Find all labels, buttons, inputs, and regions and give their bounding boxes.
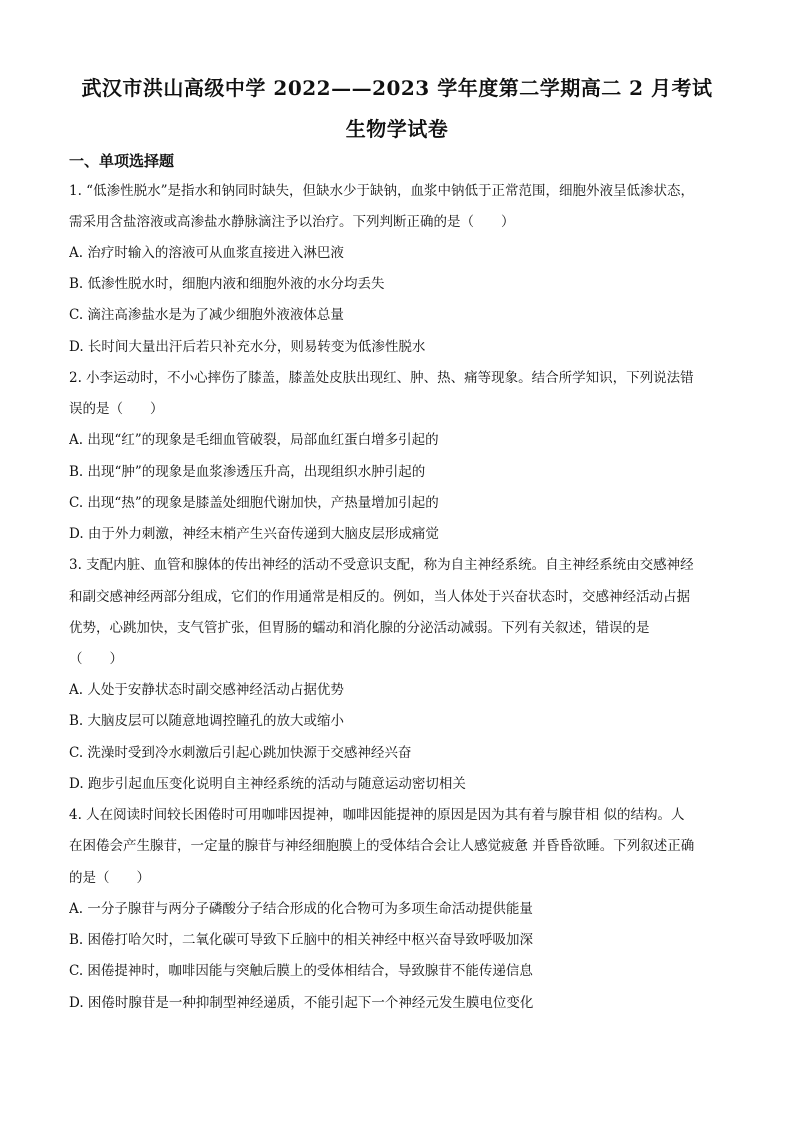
question-1-option-c: C. 滴注高渗盐水是为了减少细胞外液液体总量 xyxy=(69,307,344,323)
question-3-stem-line-1: 3. 支配内脏、血管和腺体的传出神经的活动不受意识支配，称为自主神经系统。自主神经系统由交感神经 xyxy=(69,557,694,573)
question-4-option-b: B. 困倦打哈欠时，二氧化碳可导致下丘脑中的相关神经中枢兴奋导致呼吸加深 xyxy=(69,932,534,948)
question-4-stem-line-1: 4. 人在阅读时间较长困倦时可用咖啡因提神，咖啡因能提神的原因是因为其有着与腺苷相 似的结构。人 xyxy=(69,807,685,823)
question-3-stem-line-4: （ ） xyxy=(69,651,123,667)
question-3-option-b: B. 大脑皮层可以随意地调控瞳孔的放大或缩小 xyxy=(69,713,345,729)
section-heading: 一、单项选择题 xyxy=(69,152,175,170)
question-1-option-a: A. 治疗时输入的溶液可从血浆直接进入淋巴液 xyxy=(69,245,344,261)
question-2-stem-line-2: 误的是（ ） xyxy=(69,401,164,417)
question-2-stem-line-1: 2. 小李运动时，不小心摔伤了膝盖，膝盖处皮肤出现红、肿、热、痛等现象。结合所学知识，下列说法错 xyxy=(69,370,694,386)
question-2-option-a: A. 出现“红”的现象是毛细血管破裂，局部血红蛋白增多引起的 xyxy=(69,432,439,448)
question-3-stem-line-2: 和副交感神经两部分组成，它们的作用通常是相反的。例如，当人体处于兴奋状态时，交感神经活动占据 xyxy=(69,589,690,605)
question-1-option-b: B. 低渗性脱水时，细胞内液和细胞外液的水分均丢失 xyxy=(69,276,385,292)
question-3-option-a: A. 人处于安静状态时副交感神经活动占据优势 xyxy=(69,682,344,698)
question-4-stem-line-2: 在困倦会产生腺苷，一定量的腺苷与神经细胞膜上的受体结合会让人感觉疲惫 并昏昏欲睡。下列叙述正确 xyxy=(69,838,695,854)
exam-title: 武汉市洪山高级中学 2022——2023 学年度第二学期高二 2 月考试 xyxy=(81,76,713,100)
question-2-option-b: B. 出现“肿”的现象是血浆渗透压升高，出现组织水肿引起的 xyxy=(69,464,426,480)
question-3-option-c: C. 洗澡时受到冷水刺激后引起心跳加快源于交感神经兴奋 xyxy=(69,745,412,761)
question-4-option-a: A. 一分子腺苷与两分子磷酸分子结合形成的化合物可为多项生命活动提供能量 xyxy=(69,901,533,917)
question-3-stem-line-3: 优势，心跳加快，支气管扩张，但胃肠的蠕动和消化腺的分泌活动减弱。下列有关叙述，错误的是 xyxy=(69,620,650,636)
question-1-option-d: D. 长时间大量出汗后若只补充水分，则易转变为低渗性脱水 xyxy=(69,339,426,355)
question-4-stem-line-3: 的是（ ） xyxy=(69,870,150,886)
question-2-option-c: C. 出现“热”的现象是膝盖处细胞代谢加快，产热量增加引起的 xyxy=(69,495,439,511)
question-2-option-d: D. 由于外力刺激，神经末梢产生兴奋传递到大脑皮层形成痛觉 xyxy=(69,526,439,542)
question-4-option-c: C. 困倦提神时，咖啡因能与突触后膜上的受体相结合，导致腺苷不能传递信息 xyxy=(69,963,533,979)
question-1-stem-line-2: 需采用含盐溶液或高渗盐水静脉滴注予以治疗。下列判断正确的是（ ） xyxy=(69,214,515,230)
question-4-option-d: D. 困倦时腺苷是一种抑制型神经递质，不能引起下一个神经元发生膜电位变化 xyxy=(69,995,534,1011)
exam-subtitle: 生物学试卷 xyxy=(345,117,449,141)
question-3-option-d: D. 跑步引起血压变化说明自主神经系统的活动与随意运动密切相关 xyxy=(69,776,466,792)
question-1-stem-line-1: 1. “低渗性脱水”是指水和钠同时缺失，但缺水少于缺钠，血浆中钠低于正常范围，细胞外液呈低渗状态， xyxy=(69,183,694,199)
